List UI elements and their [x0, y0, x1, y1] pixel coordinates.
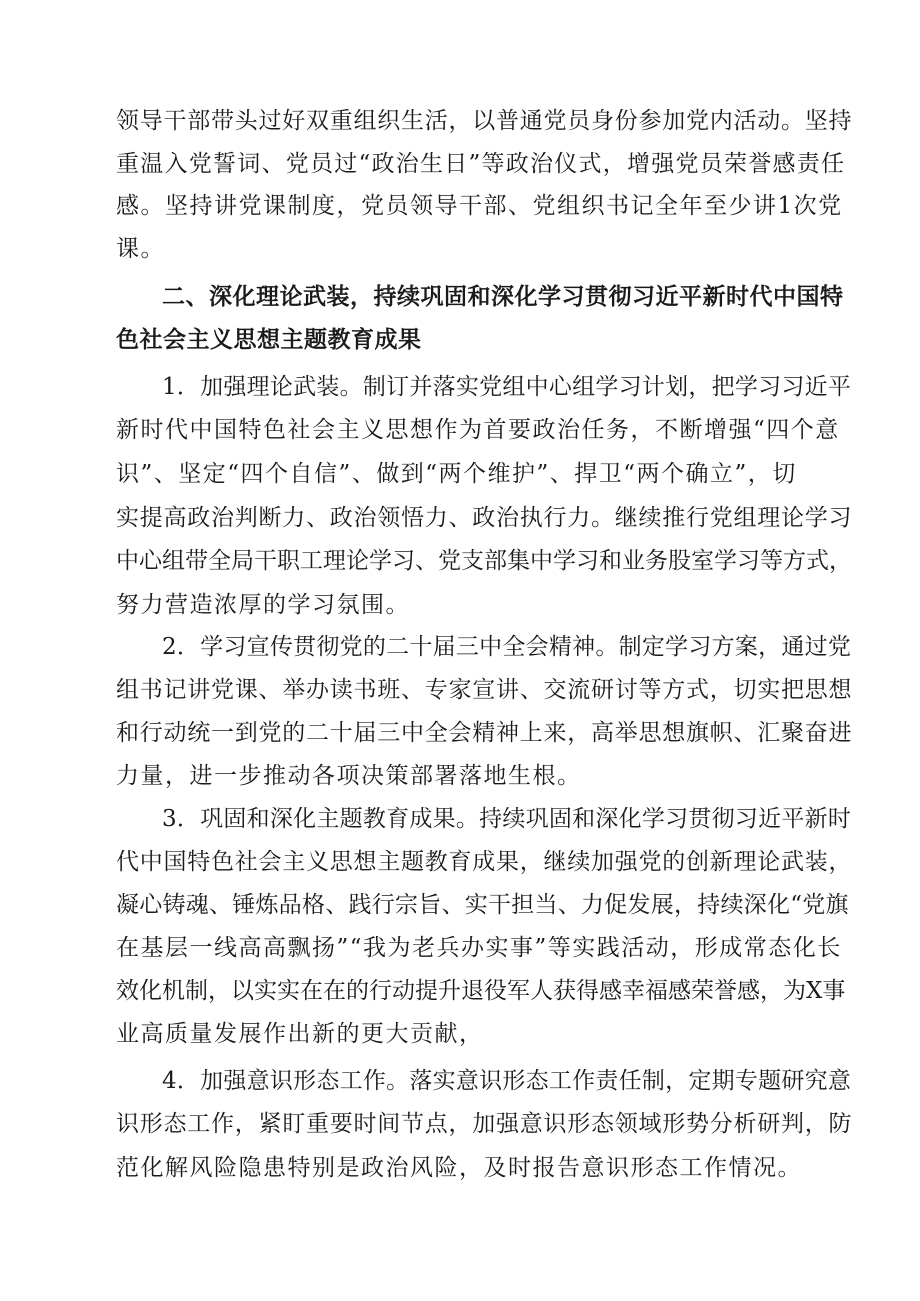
section-heading-line: 色社会主义思想主题教育成果 [116, 327, 422, 353]
paragraph-3-line: 在基层一线高高飘扬”“我为老兵办实事”等实践活动，形成常态化长 [116, 935, 842, 961]
paragraph-3-line: 业高质量发展作出新的更大贡献， [116, 1021, 484, 1047]
paragraph-2-line: 力量，进一步推动各项决策部署落地生根。 [116, 763, 582, 789]
paragraph-2-line: 组书记讲党课、举办读书班、专家宣讲、交流研讨等方式，切实把思想 [116, 677, 853, 703]
paragraph-3-line: 代中国特色社会主义思想主题教育成果，继续加强党的创新理论武装， [116, 849, 853, 875]
paragraph-4-line: 4．加强意识形态工作。落实意识形态工作责任制，定期专题研究意 [162, 1068, 852, 1094]
paragraph-2-line: 2．学习宣传贯彻党的二十届三中全会精神。制定学习方案，通过党 [162, 634, 852, 660]
section-heading-line: 二、深化理论武装，持续巩固和深化学习贯彻习近平新时代中国特 [162, 284, 844, 310]
text-line: 感。坚持讲党课制度，党员领导干部、党组织书记全年至少讲1次党 [116, 193, 843, 219]
text-line: 领导干部带头过好双重组织生活，以普通党员身份参加党内活动。坚持 [116, 108, 853, 134]
text-line: 课。 [116, 236, 165, 262]
paragraph-3-line: 3．巩固和深化主题教育成果。持续巩固和深化学习贯彻习近平新时 [162, 806, 852, 832]
text-line: 重温入党誓词、党员过“政治生日”等政治仪式，增强党员荣誉感责任 [116, 151, 846, 177]
paragraph-3-line: 凝心铸魂、锤炼品格、践行宗旨、实干担当、力促发展，持续深化“党旗 [116, 892, 849, 918]
paragraph-2-line: 和行动统一到党的二十届三中全会精神上来，高举思想旗帜、汇聚奋进 [116, 720, 853, 746]
paragraph-1-line: 1．加强理论武装。制订并落实党组中心组学习计划，把学习习近平 [162, 374, 852, 400]
paragraph-1-line: 中心组带全局干职工理论学习、党支部集中学习和业务股室学习等方式， [116, 548, 852, 574]
paragraph-1-line: 识”、坚定“四个自信”、做到“两个维护”、捍卫“两个确立”，切 [116, 461, 797, 487]
paragraph-4-line: 范化解风险隐患特别是政治风险，及时报告意识形态工作情况。 [116, 1155, 802, 1181]
paragraph-3-line: 效化机制，以实实在在的行动提升退役军人获得感幸福感荣誉感，为X事 [116, 978, 846, 1004]
paragraph-1-line: 新时代中国特色社会主义思想作为首要政治任务，不断增强“四个意 [116, 417, 840, 443]
paragraph-1-line: 努力营造浓厚的学习氛围。 [116, 592, 410, 618]
paragraph-1-line: 实提高政治判断力、政治领悟力、政治执行力。继续推行党组理论学习 [116, 505, 853, 531]
paragraph-4-line: 识形态工作，紧盯重要时间节点，加强意识形态领域形势分析研判，防 [116, 1111, 853, 1137]
